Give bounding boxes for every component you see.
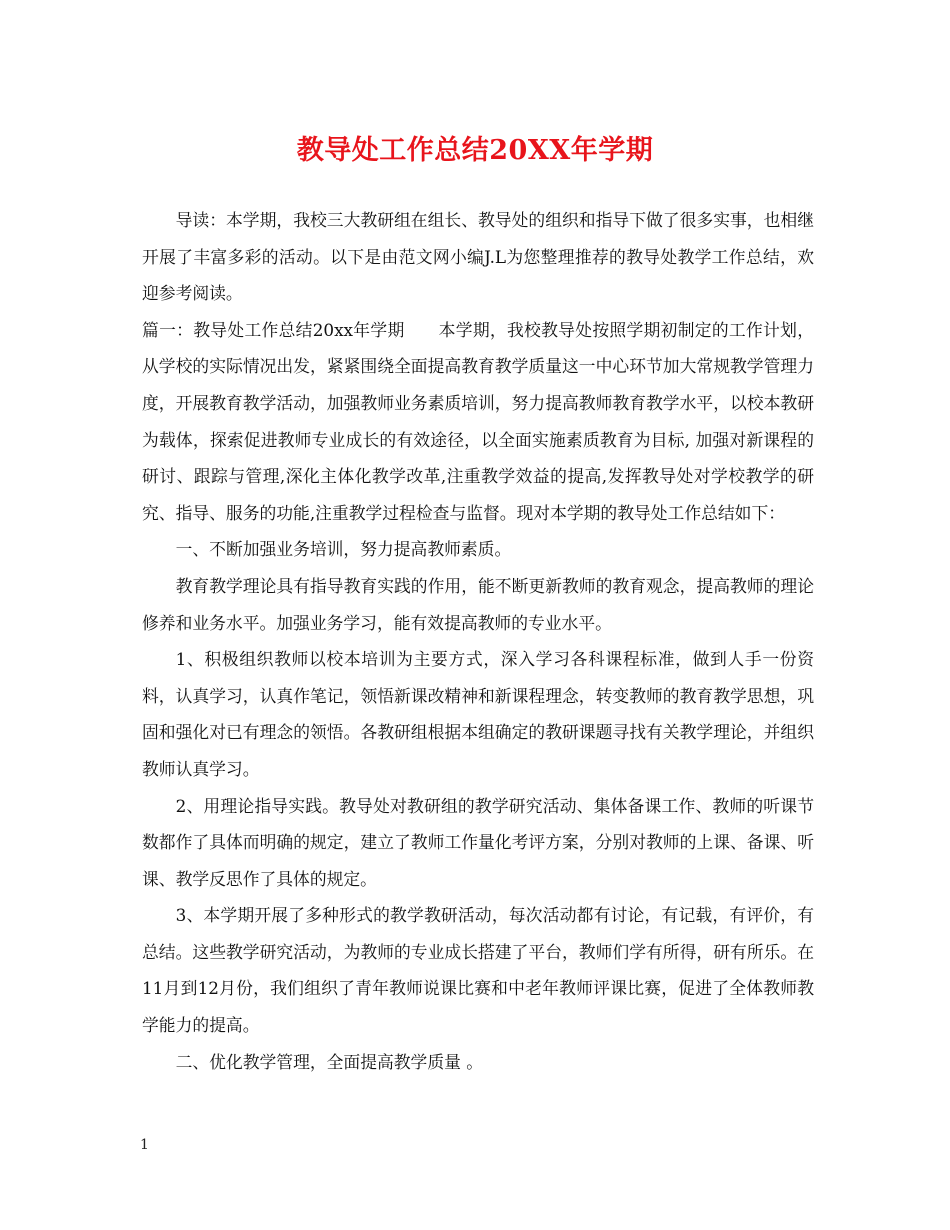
heading-two: 二、优化教学管理，全面提高教学质量 。 (175, 1051, 483, 1072)
body-paragraph-theory: 教育教学理论具有指导教育实践的作用，能不断更新教师的教育观念，提高教师的理论修养和业务水平。加强业务学习，能有效提高教师的专业水平。 (142, 575, 814, 633)
section-one-paragraph: 篇一：教导处工作总结20xx年学期 本学期，我校教导处按照学期初制定的工作计划，从学校的实际情况出发，紧紧围绕全面提高教育教学质量这一中心环节加大常规教学管理力度，开展教育教学活动，加强教师业务素质培训，努力提高教师教育教学水平，以校本教研为载体，探索促进教师专业成长的有效途径，以全面实施素质教育为目标, 加强对新课程的研讨、跟踪与管理,深化主体化教学改革,注重教学效益的提高,发挥教导处对学校教学的研究、指导、服务的功能,注重教学过程检查与监督。现对本学期的教导处工作总结如下： (142, 319, 814, 523)
intro-paragraph: 导读：本学期，我校三大教研组在组长、教导处的组织和指导下做了很多实事，也相继开展了丰富多彩的活动。以下是由范文网小编J.L为您整理推荐的教导处教学工作总结，欢迎参考阅读。 (142, 210, 814, 304)
document-body (142, 202, 814, 1080)
body-paragraph-item-3: 3、本学期开展了多种形式的教学教研活动，每次活动都有讨论，有记载，有评价，有总结。这些教学研究活动，为教师的专业成长搭建了平台，教师们学有所得，研有所乐。在11月到12月份，我们组织了青年教师说课比赛和中老年教师评课比赛，促进了全体教师教学能力的提高。 (142, 905, 814, 1036)
body-paragraph-item-2: 2、用理论指导实践。教导处对教研组的教学研究活动、集体备课工作、教师的听课节数都作了具体而明确的规定，建立了教师工作量化考评方案，分别对教师的上课、备课、听课、教学反思作了具体的规定。 (142, 795, 814, 889)
page-number: 1 (140, 1137, 149, 1153)
body-paragraph-item-1: 1、积极组织教师以校本培训为主要方式，深入学习各科课程标准，做到人手一份资料，认真学习，认真作笔记，领悟新课改精神和新课程理念，转变教师的教育教学思想，巩固和强化对已有理念的领悟。各教研组根据本组确定的教研课题寻找有关教学理论，并组织教师认真学习。 (142, 649, 814, 779)
heading-one: 一、不断加强业务培训，努力提高教师素质。 (175, 539, 512, 560)
document-title: 教导处工作总结20XX年学期 (296, 135, 654, 166)
